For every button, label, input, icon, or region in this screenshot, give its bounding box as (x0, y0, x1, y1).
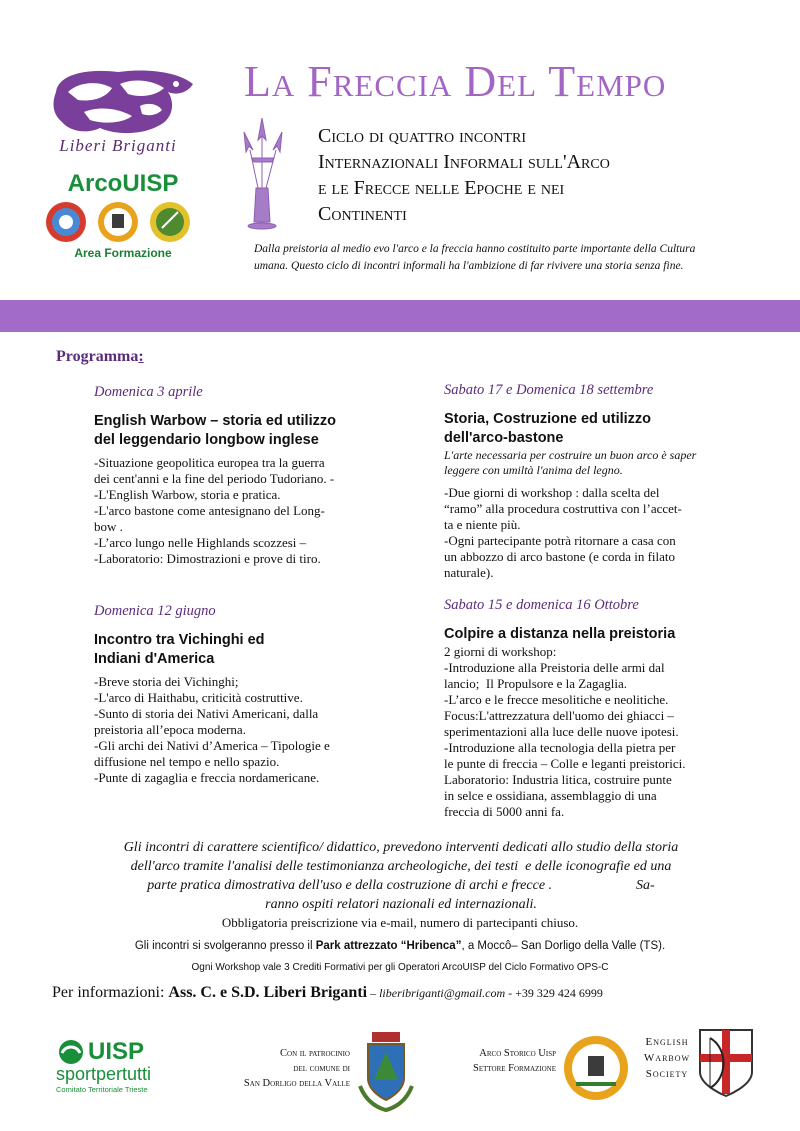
warbow-shield-icon (698, 1028, 754, 1098)
subtitle-line: Internazionali Informali sull'Arco (318, 151, 610, 173)
info-label: Per informazioni: (52, 984, 169, 1001)
body-line: Focus:L'attrezzatura dell'uomo dei ghiacci – (444, 708, 674, 723)
body-line: -Laboratorio: Dimostrazioni e prove di tiro. (94, 551, 321, 566)
arco-uisp-badges-icon (44, 198, 194, 246)
event-title-line: del leggendario longbow inglese (94, 432, 319, 448)
event-1 (94, 384, 404, 567)
event-subtitle (318, 123, 758, 227)
event-body (444, 485, 764, 581)
event-title (94, 631, 404, 669)
body-line: -Sunto di storia dei Nativi Americani, dalla (94, 706, 319, 721)
body-line: in selce e ossidiana, assemblaggio di una (444, 788, 657, 803)
body-line: le punte di freccia – Colle e leganti preistorici. (444, 756, 686, 771)
body-line: -L’arco lungo nelle Highlands scozzesi – (94, 535, 307, 550)
event-title (94, 412, 404, 450)
event-date: Sabato 15 e domenica 16 Ottobre (444, 597, 639, 613)
workshop-credits-note: Ogni Workshop vale 3 Crediti Formativi per gli Operatori ArcoUISP del Ciclo Formativo OPS-C (191, 962, 609, 973)
arco-storico-badge-icon (562, 1034, 630, 1102)
event-2 (94, 603, 404, 786)
event-title-line: Storia, Costruzione ed utilizzo (444, 411, 652, 427)
asu-line: Arco Storico Uisp (479, 1048, 556, 1059)
registration-note: Obbligatoria preiscrizione via e-mail, numero di partecipanti chiuso. (221, 915, 579, 930)
body-line: un abbozzo di arco bastone (e corda in filato (444, 549, 676, 564)
body-line: freccia di 5000 anni fa. (444, 804, 565, 819)
programma-heading (56, 348, 144, 366)
body-line: sperimentazioni alla luce delle nuove ipotesi. (444, 724, 679, 739)
area-formazione-label: Area Formazione (74, 246, 172, 260)
event-date: Domenica 3 aprile (94, 384, 203, 400)
arrows-fork-icon (238, 118, 288, 230)
ews-line: English (645, 1036, 689, 1048)
patrocinio-line: Con il patrocinio (280, 1048, 350, 1059)
uisp-logo (56, 1038, 176, 1102)
paragraph-line: dell'arco tramite l'analisi delle testimonianza archeologiche, dei testi e delle iconografie ed una (130, 859, 672, 874)
ews-line: Society (645, 1068, 689, 1080)
event-title (444, 625, 764, 644)
event-title (444, 410, 764, 448)
paragraph-line: parte pratica dimostrativa dell'uso e della costruzione di archi e frecce . Sa- (147, 878, 655, 893)
body-line: -Ogni partecipante potrà ritornare a casa con (444, 533, 676, 548)
body-line: dei cent'anni e la fine del periodo Tudoriano. - (94, 471, 335, 486)
body-line: -L'arco bastone come antesignano del Long- (94, 503, 325, 518)
body-line: -Breve storia dei Vichinghi; (94, 674, 239, 689)
association-name: Ass. C. e S.D. Liberi Briganti (168, 984, 368, 1001)
subtitle-line: e le Frecce nelle Epoche e nei (318, 177, 565, 199)
info-separator: – (367, 986, 380, 1000)
english-warbow-society-text (638, 1034, 696, 1082)
contact-email[interactable]: liberibriganti@gmail.com (379, 986, 506, 1000)
programma-colon: : (138, 348, 144, 365)
event-title-line: Indiani d'America (94, 651, 215, 667)
uisp-text: UISP (88, 1038, 145, 1065)
uisp-emblem-icon (56, 1039, 86, 1065)
description-paragraph (56, 838, 746, 914)
event-body (444, 644, 764, 820)
page-title: La Freccia Del Tempo (244, 57, 667, 106)
body-line: -Introduzione alla tecnologia della pietra per (444, 740, 676, 755)
intro-text (254, 241, 754, 275)
venue-note (0, 940, 800, 952)
subtitle-line: Ciclo di quattro incontri (318, 125, 526, 147)
body-line: preistoria all’epoca moderna. (94, 722, 246, 737)
body-line: Laboratorio: Industria litica, costruire punte (444, 772, 672, 787)
venue-pre: Gli incontri si svolgeranno presso il (134, 940, 316, 952)
body-line: diffusione nel tempo e nello spazio. (94, 754, 280, 769)
venue-post: , a Moccô– San Dorligo della Valle (TS). (461, 940, 666, 952)
venue-name: Park attrezzato “Hribenca” (315, 940, 462, 952)
event-date: Domenica 12 giugno (94, 603, 216, 619)
patrocinio-text (210, 1046, 350, 1091)
body-line: bow . (94, 519, 123, 534)
body-line: -Situazione geopolitica europea tra la guerra (94, 455, 325, 470)
paragraph-line: Gli incontri di carattere scientifico/ didattico, prevedono interventi dedicati allo studio della storia (123, 840, 679, 855)
body-line: -L'arco di Haithabu, criticità costruttive. (94, 690, 303, 705)
body-line: ta e niente più. (444, 517, 521, 532)
asu-line: Settore Formazione (472, 1063, 556, 1074)
body-line: -Due giorni di workshop : dalla scelta del (444, 485, 660, 500)
event-title-line: dell'arco-bastone (444, 430, 564, 446)
event-body (94, 674, 404, 786)
body-line: -Gli archi dei Nativi d’America – Tipologie e (94, 738, 330, 753)
body-line: 2 giorni di workshop: (444, 644, 557, 659)
uisp-committee: Comitato Territoriale Trieste (56, 1085, 148, 1094)
event-body (94, 455, 404, 567)
body-line: “ramo” alla procedura costruttiva con l’accet- (444, 501, 682, 516)
body-line: -L’arco e le frecce mesolitiche e neolitiche. (444, 692, 669, 707)
event-4 (444, 597, 764, 820)
purple-divider-band (0, 300, 800, 332)
arco-storico-uisp-text (440, 1046, 556, 1076)
body-line: -L'English Warbow, storia e pratica. (94, 487, 281, 502)
ews-line: Warbow (643, 1052, 691, 1064)
contact-phone: - +39 329 424 6999 (505, 986, 603, 1000)
liberi-briganti-text: Liberi Briganti (59, 136, 177, 155)
municipal-crest-icon (354, 1030, 418, 1112)
event-title-line: English Warbow – storia ed utilizzo (94, 413, 336, 429)
patrocinio-line: San Dorligo della Valle (243, 1078, 350, 1089)
quote-line: leggere con umiltà l'anima del legno. (444, 463, 623, 477)
intro-line: umana. Questo ciclo di incontri informali ha l'ambizione di far rivivere una storia senza fine. (254, 260, 684, 272)
patrocinio-line: del comune di (293, 1063, 350, 1074)
programma-label: Programma (56, 348, 139, 365)
paragraph-line: ranno ospiti relatori nazionali ed internazionali. (265, 897, 537, 912)
event-title-line: Incontro tra Vichinghi ed (94, 632, 265, 648)
event-title-line: Colpire a distanza nella preistoria (444, 626, 676, 642)
body-line: lancio; Il Propulsore e la Zagaglia. (444, 676, 628, 691)
event-date: Sabato 17 e Domenica 18 settembre (444, 382, 654, 398)
event-quote (444, 448, 764, 478)
quote-line: L'arte necessaria per costruire un buon arco è saper (444, 448, 697, 462)
subtitle-line: Continenti (318, 203, 407, 225)
arco-uisp-logo-text: ArcoUISP (67, 170, 179, 197)
body-line: -Introduzione alla Preistoria delle armi dal (444, 660, 665, 675)
body-line: naturale). (444, 565, 494, 580)
event-3 (444, 382, 764, 581)
contact-info (52, 984, 772, 1002)
intro-line: Dalla preistoria al medio evo l'arco e la freccia hanno costituito parte importante della Cultura (254, 243, 696, 255)
body-line: -Punte di zagaglia e freccia nordamericane. (94, 770, 320, 785)
uisp-tagline: sportpertutti (56, 1064, 152, 1084)
